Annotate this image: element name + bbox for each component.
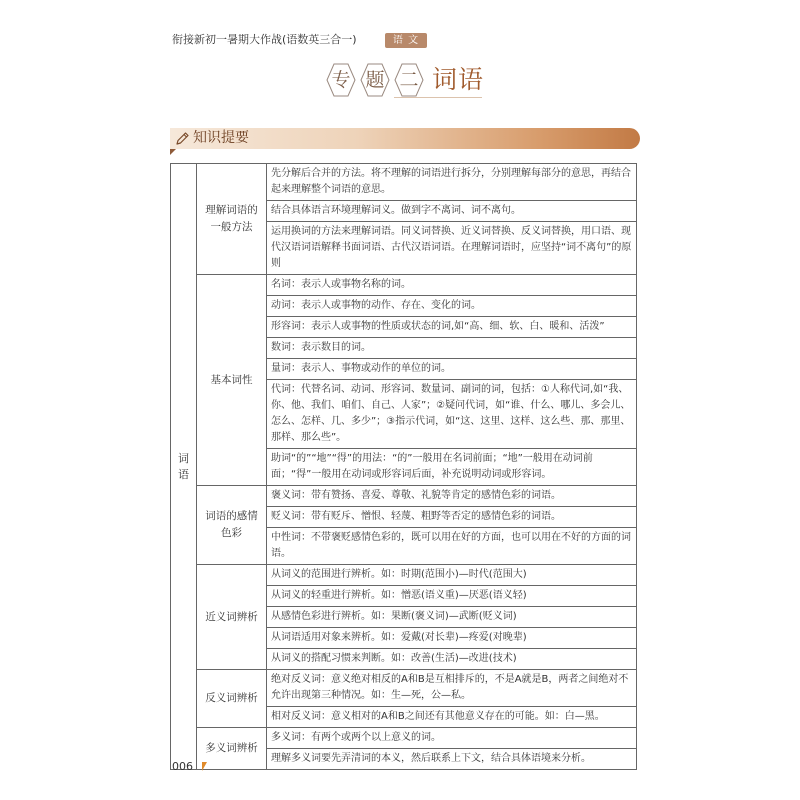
page-title (326, 60, 484, 100)
page-number: 006 (172, 760, 193, 773)
table-row (171, 670, 637, 707)
item-cell: 助词“的”“地”“得”的用法：“的”一般用在名词前面；“地”一般用在动词前面；“得”一般用在动词或形容词后面，补充说明动词或形容词。 (267, 449, 637, 486)
item-cell: 形容词：表示人或事物的性质或状态的词,如“高、细、软、白、暖和、活泼” (267, 317, 637, 338)
item-cell: 从词义的搭配习惯来判断。如：改善(生活)—改进(技术) (267, 649, 637, 670)
item-cell: 从词义的轻重进行辨析。如：憎恶(语义重)—厌恶(语义轻) (267, 586, 637, 607)
item-cell: 量词：表示人、事物或动作的单位的词。 (267, 359, 637, 380)
group-label: 基本词性 (197, 275, 267, 486)
item-cell: 多义词：有两个或两个以上意义的词。 (267, 728, 637, 749)
item-cell: 贬义词：带有贬斥、憎恨、轻蔑、粗野等否定的感情色彩的词语。 (267, 507, 637, 528)
item-cell: 动词：表示人或事物的动作、存在、变化的词。 (267, 296, 637, 317)
title-hexagon (360, 63, 390, 97)
book-title: 衔接新初一暑期大作战(语数英三合一) (172, 33, 357, 46)
title-hexagon (326, 63, 356, 97)
banner-fold (170, 149, 176, 155)
item-cell: 代词：代替名词、动词、形容词、数量词、副词的词，包括：①人称代词,如“我、你、他、我们、咱们、自己、人家”；②疑问代词，如“谁、什么、哪儿、多会儿、怎么、怎样、几、多少”；③指示代词，如“这、这里、这样、这么些、那、那里、那样、那么些”。 (267, 380, 637, 449)
item-cell: 绝对反义词：意义绝对相反的A和B是互相排斥的，不是A就是B，两者之间绝对不允许出现第三种情况。如：生—死，公—私。 (267, 670, 637, 707)
pencil-icon (175, 131, 190, 146)
title-char: 题 (365, 69, 385, 91)
title-topic: 词语 (432, 65, 485, 94)
group-label: 反义词辨析 (197, 670, 267, 728)
title-char: 专 (331, 69, 351, 91)
table-row (171, 728, 637, 749)
item-cell: 名词：表示人或事物名称的词。 (267, 275, 637, 296)
subject-badge: 语 文 (385, 33, 427, 48)
item-cell: 运用换词的方法来理解词语。同义词替换、近义词替换、反义词替换，用口语、现代汉语词语解释书面词语、古代汉语词语。在理解词语时，应坚持“词不离句”的原则 (267, 222, 637, 275)
item-cell: 理解多义词要先弄清词的本义，然后联系上下文，结合具体语境来分析。 (267, 749, 637, 770)
category-label: 词语 (178, 451, 189, 481)
item-cell: 褒义词：带有赞扬、喜爱、尊敬、礼貌等肯定的感情色彩的词语。 (267, 486, 637, 507)
item-cell: 从词义的范围进行辨析。如：时期(范围小)—时代(范围大) (267, 565, 637, 586)
page-mark-icon (202, 762, 207, 771)
group-label: 理解词语的一般方法 (197, 164, 267, 275)
table-row (171, 275, 637, 296)
title-underline (394, 97, 482, 98)
title-char: 二 (399, 69, 419, 91)
item-cell: 先分解后合并的方法。将不理解的词语进行拆分，分别理解每部分的意思，再结合起来理解整个词语的意思。 (267, 164, 637, 201)
item-cell: 数词：表示数目的词。 (267, 338, 637, 359)
item-cell: 从词语适用对象来辨析。如：爱戴(对长辈)—疼爱(对晚辈) (267, 628, 637, 649)
group-label: 多义词辨析 (197, 728, 267, 770)
item-cell: 相对反义词：意义相对的A和B之间还有其他意义存在的可能。如：白—黑。 (267, 707, 637, 728)
table-row (171, 486, 637, 507)
table-row (171, 164, 637, 201)
table-row (171, 565, 637, 586)
title-hexagon (394, 63, 424, 97)
knowledge-table (170, 163, 637, 770)
item-cell: 结合具体语言环境理解词义。做到字不离词、词不离句。 (267, 201, 637, 222)
item-cell: 中性词：不带褒贬感情色彩的，既可以用在好的方面，也可以用在不好的方面的词语。 (267, 528, 637, 565)
category-cell (171, 164, 197, 770)
item-cell: 从感情色彩进行辨析。如：果断(褒义词)—武断(贬义词) (267, 607, 637, 628)
group-label: 近义词辨析 (197, 565, 267, 670)
group-label: 词语的感情色彩 (197, 486, 267, 565)
section-title: 知识提要 (193, 130, 249, 146)
